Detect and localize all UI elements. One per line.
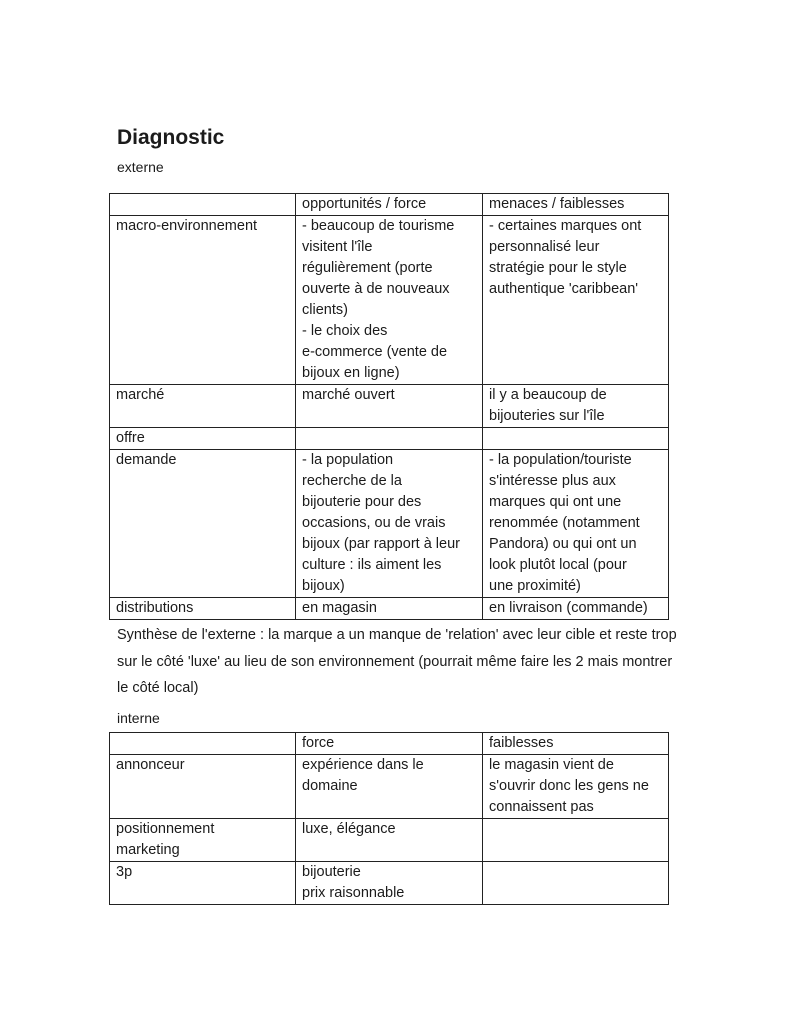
table-cell: [483, 216, 669, 385]
cell-line: prix raisonnable: [302, 885, 405, 901]
cell-line: recherche de la: [302, 473, 402, 489]
header-cell: faiblesses: [483, 733, 669, 755]
cell-line: s'ouvrir donc les gens ne: [489, 778, 649, 794]
cell-line: connaissent pas: [489, 799, 594, 815]
row-label: demande: [110, 450, 296, 598]
table-row: [110, 819, 669, 862]
cell-line: renommée (notamment: [489, 515, 640, 531]
table-cell: [296, 598, 483, 620]
interne-label: interne: [117, 710, 160, 726]
table-cell: [296, 428, 483, 450]
row-label: offre: [110, 428, 296, 450]
externe-table: [109, 193, 669, 620]
cell-line: look plutôt local (pour: [489, 557, 627, 573]
document-title: Diagnostic: [117, 126, 225, 149]
cell-line: - le choix des: [302, 323, 388, 339]
cell-line: bijoux (par rapport à leur: [302, 536, 460, 552]
table-row: [110, 862, 669, 905]
cell-line: clients): [302, 302, 348, 318]
cell-line: régulièrement (porte: [302, 260, 433, 276]
cell-line: Pandora) ou qui ont un: [489, 536, 637, 552]
table-cell: [296, 216, 483, 385]
cell-line: expérience dans le: [302, 757, 424, 773]
table-cell: [483, 428, 669, 450]
cell-line: occasions, ou de vrais: [302, 515, 446, 531]
cell-line: authentique 'caribbean': [489, 281, 639, 297]
table-cell: [483, 598, 669, 620]
cell-line: stratégie pour le style: [489, 260, 627, 276]
table-header-row: [110, 194, 669, 216]
header-cell: menaces / faiblesses: [483, 194, 669, 216]
table-row: [110, 428, 669, 450]
cell-line: - la population/touriste: [489, 452, 632, 468]
table-cell: [296, 862, 483, 905]
table-row: [110, 450, 669, 598]
table-cell: [483, 385, 669, 428]
header-cell: [110, 733, 296, 755]
cell-line: personnalisé leur: [489, 239, 600, 255]
cell-line: bijouteries sur l'île: [489, 408, 605, 424]
cell-line: bijouterie: [302, 864, 361, 880]
cell-line: s'intéresse plus aux: [489, 473, 616, 489]
table-header-row: [110, 733, 669, 755]
cell-line: le magasin vient de: [489, 757, 614, 773]
externe-label: externe: [117, 159, 164, 175]
table-row: [110, 755, 669, 819]
row-label: distributions: [110, 598, 296, 620]
table-cell: [483, 450, 669, 598]
header-cell: [110, 194, 296, 216]
cell-line: en magasin: [302, 600, 377, 616]
row-label: macro-environnement: [110, 216, 296, 385]
cell-line: luxe, élégance: [302, 821, 396, 837]
header-cell: opportunités / force: [296, 194, 483, 216]
cell-line: marques qui ont une: [489, 494, 622, 510]
cell-line: visitent l'île: [302, 239, 373, 255]
cell-line: en livraison (commande): [489, 600, 648, 616]
cell-line: - la population: [302, 452, 394, 468]
row-label: [110, 755, 296, 819]
cell-line: il y a beaucoup de: [489, 387, 607, 403]
table-cell: [483, 819, 669, 862]
table-cell: [296, 755, 483, 819]
cell-line: bijoux en ligne): [302, 365, 400, 381]
cell-line: annonceur: [116, 757, 185, 773]
cell-line: - certaines marques ont: [489, 218, 642, 234]
cell-line: domaine: [302, 778, 358, 794]
cell-line: ouverte à de nouveaux: [302, 281, 450, 297]
cell-line: positionnement: [116, 821, 215, 837]
table-cell: [483, 755, 669, 819]
header-cell: force: [296, 733, 483, 755]
table-row: [110, 385, 669, 428]
cell-line: 3p: [116, 864, 133, 880]
row-label: [110, 819, 296, 862]
table-cell: [483, 862, 669, 905]
cell-line: une proximité): [489, 578, 581, 594]
row-label: marché: [110, 385, 296, 428]
cell-line: marché ouvert: [302, 387, 395, 403]
cell-line: culture : ils aiment les: [302, 557, 442, 573]
cell-line: - beaucoup de tourisme: [302, 218, 455, 234]
table-cell: [296, 819, 483, 862]
cell-line: bijouterie pour des: [302, 494, 422, 510]
table-row: [110, 216, 669, 385]
table-cell: [296, 385, 483, 428]
synthese-paragraph: Synthèse de l'externe : la marque a un manque de 'relation' avec leur cible et reste trop sur le côté 'luxe' au lieu de son environnement (pourrait même faire les 2 mais montrer le côté local): [117, 627, 677, 696]
cell-line: e-commerce (vente de: [302, 344, 448, 360]
cell-line: bijoux): [302, 578, 345, 594]
table-cell: [296, 450, 483, 598]
cell-line: marketing: [116, 842, 180, 858]
row-label: [110, 862, 296, 905]
interne-table: [109, 732, 669, 905]
table-row: [110, 598, 669, 620]
